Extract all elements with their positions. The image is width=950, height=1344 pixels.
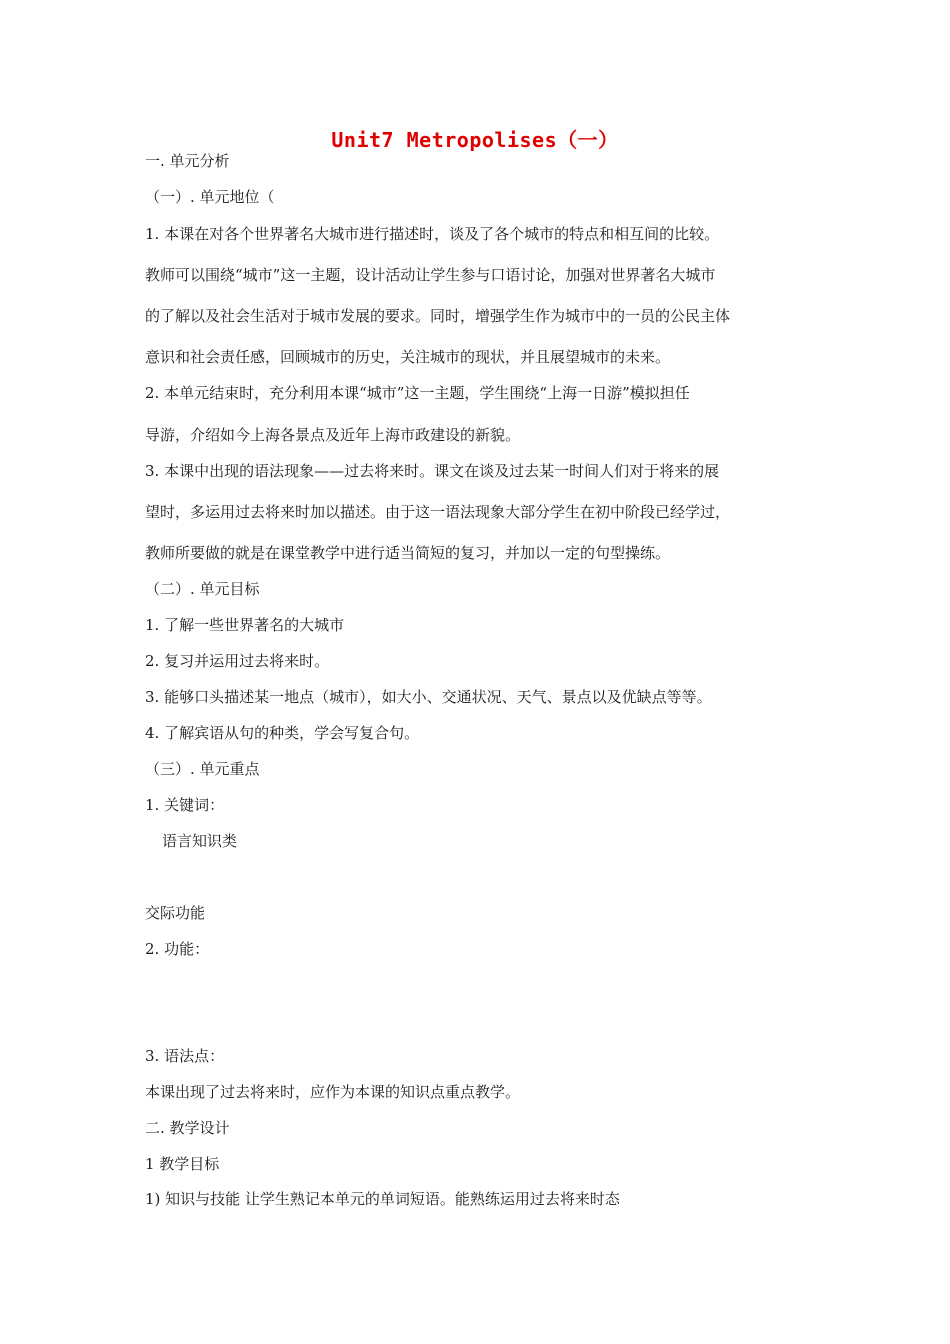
list-item: 3. 能够口头描述某一地点（城市），如大小、交通状况、天气、景点以及优缺点等等。 xyxy=(145,688,712,706)
paragraph-line: 1) 知识与技能 让学生熟记本单元的单词短语。能熟练运用过去将来时态 xyxy=(145,1190,620,1208)
sub-label-language-knowledge: 语言知识类 xyxy=(162,832,238,850)
paragraph-line: 2. 本单元结束时，充分利用本课“城市”这一主题，学生围绕“上海一日游”模拟担任 xyxy=(145,384,690,402)
subsection-heading-unit-goals: （二）. 单元目标 xyxy=(145,580,260,598)
section-heading-unit-analysis: 一. 单元分析 xyxy=(145,152,230,170)
section-heading-teaching-design: 二. 教学设计 xyxy=(145,1119,230,1137)
paragraph-line: 的了解以及社会生活对于城市发展的要求。同时，增强学生作为城市中的一员的公民主体 xyxy=(145,307,731,325)
sub-label-communicative-function: 交际功能 xyxy=(145,904,206,922)
list-item: 4. 了解宾语从句的种类，学会写复合句。 xyxy=(145,724,420,742)
subsection-heading-teaching-objectives: 1 教学目标 xyxy=(145,1155,220,1173)
document-title: Unit7 Metropolises（一） xyxy=(331,128,619,152)
list-item: 3. 语法点： xyxy=(145,1047,225,1065)
subsection-heading-unit-key-points: （三）. 单元重点 xyxy=(145,760,260,778)
paragraph-line: 本课出现了过去将来时，应作为本课的知识点重点教学。 xyxy=(145,1083,521,1101)
paragraph-line: 教师所要做的就是在课堂教学中进行适当简短的复习，并加以一定的句型操练。 xyxy=(145,544,671,562)
paragraph-line: 教师可以围绕“城市”这一主题，设计活动让学生参与口语讨论，加强对世界著名大城市 xyxy=(145,266,716,284)
list-item: 1. 了解一些世界著名的大城市 xyxy=(145,616,345,634)
list-item: 1. 关键词： xyxy=(145,796,225,814)
list-item: 2. 复习并运用过去将来时。 xyxy=(145,652,330,670)
paragraph-line: 导游，介绍如今上海各景点及近年上海市政建设的新貌。 xyxy=(145,426,521,444)
subsection-heading-unit-position: （一）. 单元地位（ xyxy=(145,188,275,206)
list-item: 2. 功能： xyxy=(145,940,210,958)
paragraph-line: 望时，多运用过去将来时加以描述。由于这一语法现象大部分学生在初中阶段已经学过， xyxy=(145,503,731,521)
paragraph-line: 1. 本课在对各个世界著名大城市进行描述时，谈及了各个城市的特点和相互间的比较。 xyxy=(145,225,720,243)
paragraph-line: 3. 本课中出现的语法现象——过去将来时。课文在谈及过去某一时间人们对于将来的展 xyxy=(145,462,720,480)
paragraph-line: 意识和社会责任感，回顾城市的历史，关注城市的现状，并且展望城市的未来。 xyxy=(145,348,671,366)
